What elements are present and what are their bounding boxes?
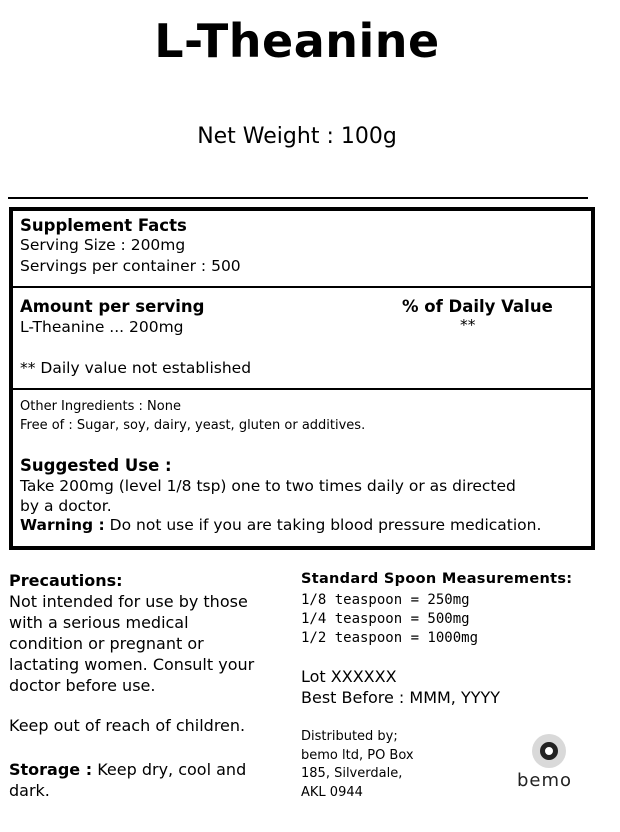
spoon-heading: Standard Spoon Measurements: [301, 571, 573, 587]
lot-number: Lot XXXXXX [301, 667, 397, 686]
warning-text [20, 516, 541, 534]
daily-value-note: ** Daily value not established [20, 359, 252, 377]
suggested-use-line2: by a doctor. [20, 497, 112, 515]
distributor-address [301, 728, 414, 802]
warning-label: Warning : [20, 516, 105, 534]
daily-value-heading: % of Daily Value [402, 297, 553, 316]
servings-per-container: Servings per container : 500 [20, 257, 241, 275]
spoon-item: 1/4 teaspoon = 500mg [301, 611, 470, 627]
bemo-logo-icon [532, 734, 566, 768]
spoon-item: 1/8 teaspoon = 250mg [301, 592, 470, 608]
facts-heading: Supplement Facts [20, 216, 187, 235]
suggested-use-line1: Take 200mg (level 1/8 tsp) one to two times daily or as directed [20, 477, 516, 495]
warning-body: Do not use if you are taking blood pressure medication. [104, 516, 542, 534]
precautions-line: with a serious medical [9, 613, 189, 632]
distributor-line: Distributed by; [301, 729, 398, 744]
precautions-heading: Precautions: [9, 571, 123, 590]
facts-divider-2 [9, 388, 591, 390]
precautions-line: doctor before use. [9, 676, 156, 695]
precautions-line: condition or pregnant or [9, 634, 204, 653]
distributor-line: bemo ltd, PO Box [301, 747, 414, 763]
best-before: Best Before : MMM, YYYY [301, 688, 501, 707]
distributor-line: 185, Silverdale, [301, 766, 403, 781]
free-of: Free of : Sugar, soy, dairy, yeast, gluten or additives. [20, 418, 366, 433]
distributor-line: AKL 0944 [301, 784, 363, 800]
suggested-use-heading: Suggested Use : [20, 456, 172, 475]
net-weight: Net Weight : 100g [197, 124, 397, 149]
storage-line2: dark. [9, 781, 50, 800]
bemo-logo-text: bemo [517, 770, 573, 791]
storage-section [9, 759, 246, 801]
ingredient-amount: L-Theanine ... 200mg [20, 318, 184, 336]
keep-out-of-reach: Keep out of reach of children. [9, 716, 246, 735]
serving-size: Serving Size : 200mg [20, 236, 186, 254]
spoon-item: 1/2 teaspoon = 1000mg [301, 630, 479, 646]
facts-divider-1 [9, 286, 591, 288]
product-title: L-Theanine [154, 14, 440, 68]
ingredient-daily-value: ** [460, 316, 476, 334]
storage-label: Storage : [9, 760, 93, 779]
precautions-section [9, 570, 254, 696]
precautions-line: Not intended for use by those [9, 592, 248, 611]
amount-heading: Amount per serving [20, 297, 205, 316]
other-ingredients: Other Ingredients : None [20, 399, 181, 414]
precautions-line: lactating women. Consult your [9, 655, 255, 674]
storage-text: Keep dry, cool and [92, 760, 247, 779]
top-divider [8, 197, 588, 199]
